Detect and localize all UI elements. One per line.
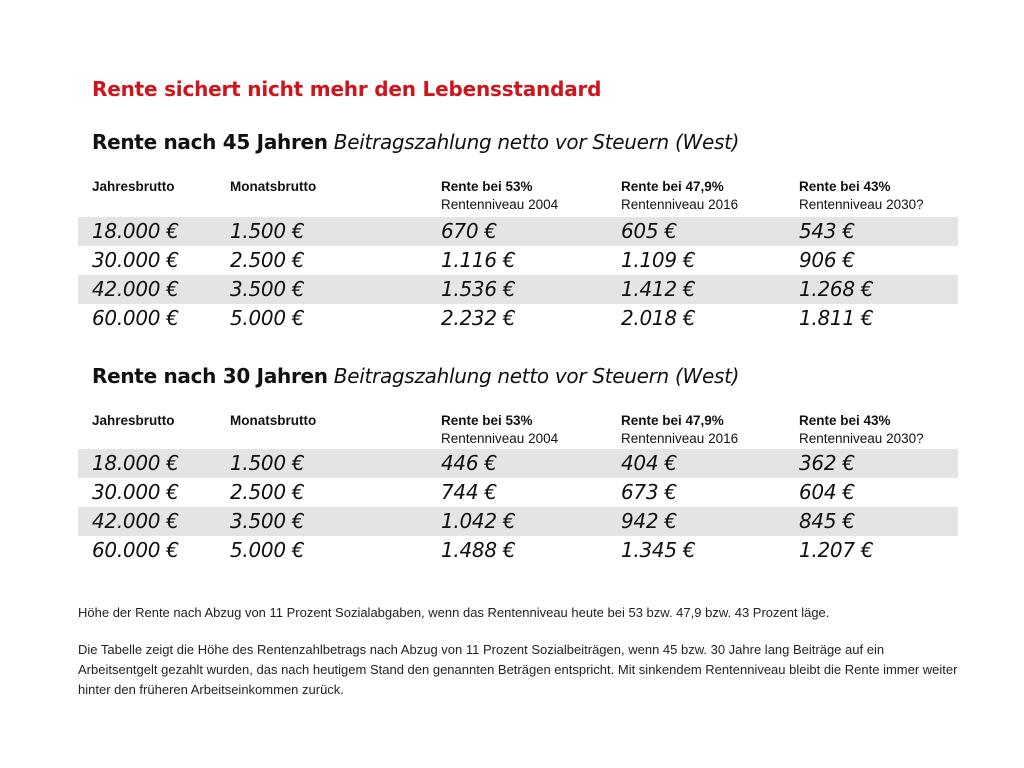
cell-rente-53: 2.232 € bbox=[441, 306, 516, 330]
table-body bbox=[78, 449, 958, 565]
section-title-sub: Beitragszahlung netto vor Steuern (West) bbox=[333, 364, 740, 388]
document-title: Rente sichert nicht mehr den Lebensstandard bbox=[92, 77, 602, 101]
header-jahresbrutto: Jahresbrutto bbox=[92, 413, 175, 428]
cell-rente-43: 543 € bbox=[799, 219, 855, 243]
cell-monatsbrutto: 3.500 € bbox=[230, 277, 305, 301]
cell-monatsbrutto: 5.000 € bbox=[230, 538, 305, 562]
table-row bbox=[78, 275, 958, 304]
cell-rente-43: 906 € bbox=[799, 248, 855, 272]
cell-rente-47-9: 673 € bbox=[621, 480, 677, 504]
section-title bbox=[92, 364, 739, 388]
table-row bbox=[78, 478, 958, 507]
cell-rente-47-9: 1.412 € bbox=[621, 277, 696, 301]
cell-rente-53: 744 € bbox=[441, 480, 497, 504]
table-row bbox=[78, 217, 958, 246]
cell-rente-53: 670 € bbox=[441, 219, 497, 243]
table-row bbox=[78, 449, 958, 478]
cell-jahresbrutto: 18.000 € bbox=[92, 451, 179, 475]
cell-rente-43: 604 € bbox=[799, 480, 855, 504]
table-row bbox=[78, 536, 958, 565]
cell-jahresbrutto: 42.000 € bbox=[92, 277, 179, 301]
cell-rente-47-9: 942 € bbox=[621, 509, 677, 533]
table-row bbox=[78, 507, 958, 536]
header-rente-53: Rente bei 53% Rentenniveau 2004 bbox=[441, 179, 559, 212]
cell-jahresbrutto: 30.000 € bbox=[92, 248, 179, 272]
cell-jahresbrutto: 30.000 € bbox=[92, 480, 179, 504]
header-rente-43: Rente bei 43% Rentenniveau 2030? bbox=[799, 179, 924, 212]
header-rente-47-9: Rente bei 47,9% Rentenniveau 2016 bbox=[621, 179, 739, 212]
cell-monatsbrutto: 2.500 € bbox=[230, 480, 305, 504]
cell-monatsbrutto: 5.000 € bbox=[230, 306, 305, 330]
cell-rente-53: 446 € bbox=[441, 451, 497, 475]
header-jahresbrutto: Jahresbrutto bbox=[92, 179, 175, 194]
table-row bbox=[78, 304, 958, 333]
header-monatsbrutto: Monatsbrutto bbox=[230, 413, 317, 428]
table-header bbox=[78, 178, 958, 216]
cell-rente-53: 1.116 € bbox=[441, 248, 516, 272]
cell-jahresbrutto: 60.000 € bbox=[92, 306, 179, 330]
cell-monatsbrutto: 2.500 € bbox=[230, 248, 305, 272]
table-body bbox=[78, 217, 958, 333]
table-header bbox=[78, 412, 958, 450]
footnote-explanation: Die Tabelle zeigt die Höhe des Rentenzahlbetrags nach Abzug von 11 Prozent Sozialbeiträgen, wenn 45 bzw. 30 Jahre lang Beiträge auf ein Arbeitsentgelt gezahlt wurden, das nach heutigem Stand den genannten Beträgen entspricht. Mit sinkendem Rentenniveau bleibt die Rente immer weiter hinter den früheren Arbeitseinkommen zurück. bbox=[78, 642, 958, 697]
cell-rente-43: 1.268 € bbox=[799, 277, 874, 301]
section-title-sub: Beitragszahlung netto vor Steuern (West) bbox=[333, 130, 740, 154]
cell-jahresbrutto: 18.000 € bbox=[92, 219, 179, 243]
cell-monatsbrutto: 3.500 € bbox=[230, 509, 305, 533]
cell-jahresbrutto: 60.000 € bbox=[92, 538, 179, 562]
cell-rente-43: 845 € bbox=[799, 509, 855, 533]
cell-rente-43: 1.811 € bbox=[799, 306, 874, 330]
cell-rente-47-9: 404 € bbox=[621, 451, 677, 475]
cell-monatsbrutto: 1.500 € bbox=[230, 219, 305, 243]
cell-rente-43: 362 € bbox=[799, 451, 855, 475]
cell-monatsbrutto: 1.500 € bbox=[230, 451, 305, 475]
cell-jahresbrutto: 42.000 € bbox=[92, 509, 179, 533]
section-title-strong: Rente nach 45 Jahren bbox=[92, 130, 328, 154]
header-rente-53: Rente bei 53% Rentenniveau 2004 bbox=[441, 413, 559, 446]
header-rente-43: Rente bei 43% Rentenniveau 2030? bbox=[799, 413, 924, 446]
header-monatsbrutto: Monatsbrutto bbox=[230, 179, 317, 194]
cell-rente-43: 1.207 € bbox=[799, 538, 874, 562]
cell-rente-47-9: 605 € bbox=[621, 219, 677, 243]
header-rente-47-9: Rente bei 47,9% Rentenniveau 2016 bbox=[621, 413, 739, 446]
cell-rente-47-9: 2.018 € bbox=[621, 306, 696, 330]
footnote-sozialabgaben: Höhe der Rente nach Abzug von 11 Prozent Sozialabgaben, wenn das Rentenniveau heute bei 53 bzw. 47,9 bzw. 43 Prozent läge. bbox=[78, 605, 830, 620]
section-title-strong: Rente nach 30 Jahren bbox=[92, 364, 328, 388]
cell-rente-47-9: 1.345 € bbox=[621, 538, 696, 562]
table-row bbox=[78, 246, 958, 275]
cell-rente-53: 1.042 € bbox=[441, 509, 516, 533]
cell-rente-53: 1.488 € bbox=[441, 538, 516, 562]
cell-rente-53: 1.536 € bbox=[441, 277, 516, 301]
section-title bbox=[92, 130, 739, 154]
cell-rente-47-9: 1.109 € bbox=[621, 248, 696, 272]
